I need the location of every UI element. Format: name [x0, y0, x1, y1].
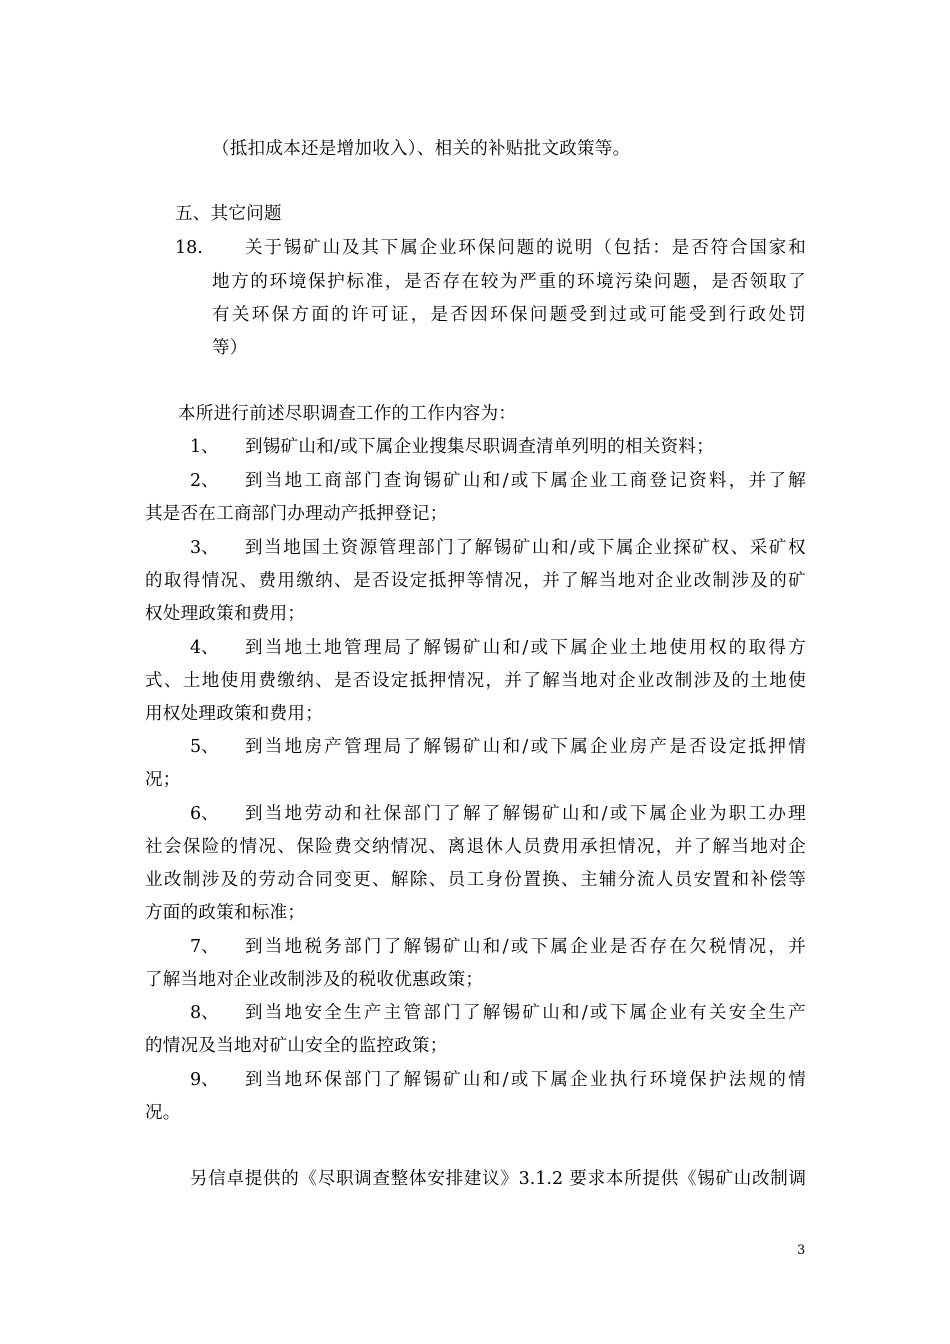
list-item-number: 9、 — [190, 1070, 219, 1090]
list-item-line: 其是否在工商部门办理动产抵押登记； — [145, 504, 448, 524]
list-item-line: 到当地工商部门查询锡矿山和/或下属企业工商登记资料，并了解 — [245, 471, 806, 491]
list-item-number: 7、 — [190, 937, 219, 957]
list-item-number: 2、 — [190, 471, 219, 491]
list-item-line: 到当地土地管理局了解锡矿山和/或下属企业土地使用权的取得方 — [245, 638, 806, 658]
list-item-line: 的取得情况、费用缴纳、是否设定抵押等情况，并了解当地对企业改制涉及的矿 — [145, 571, 806, 591]
page-number: 3 — [797, 1243, 806, 1258]
list-item-number: 4、 — [190, 638, 219, 658]
list-item-number: 3、 — [190, 538, 219, 558]
list-item-line: 到当地国土资源管理部门了解锡矿山和/或下属企业探矿权、采矿权 — [245, 538, 806, 558]
item-text-line: 有关环保方面的许可证，是否因环保问题受到过或可能受到行政处罚 — [212, 305, 806, 325]
list-item-line: 到当地劳动和社保部门了解了解锡矿山和/或下属企业为职工办理 — [245, 804, 806, 824]
list-item-line: 况。 — [145, 1103, 181, 1123]
closing-text: 另信卓提供的《尽职调查整体安排建议》3.1.2 要求本所提供《锡矿山改制调 — [190, 1169, 806, 1189]
list-item-line: 了解当地对企业改制涉及的税收优惠政策； — [145, 970, 484, 990]
list-item-line: 到当地安全生产主管部门了解锡矿山和/或下属企业有关安全生产 — [245, 1003, 806, 1023]
list-item-number: 1、 — [190, 437, 219, 457]
list-item-number: 8、 — [190, 1003, 219, 1023]
list-item-line: 到当地环保部门了解锡矿山和/或下属企业执行环境保护法规的情 — [245, 1070, 806, 1090]
item-text-line: 地方的环境保护标准，是否存在较为严重的环境污染问题，是否领取了 — [212, 272, 806, 292]
list-item-line: 况； — [145, 770, 181, 790]
list-item-line: 权处理政策和费用； — [145, 604, 306, 624]
item-text-line: 关于锡矿山及其下属企业环保问题的说明（包括：是否符合国家和 — [245, 238, 806, 258]
list-item-line: 到当地房产管理局了解锡矿山和/或下属企业房产是否设定抵押情 — [245, 737, 806, 757]
continuation-text: （抵扣成本还是增加收入）、相关的补贴批文政策等。 — [212, 139, 631, 159]
list-item-number: 6、 — [190, 804, 219, 824]
list-item-line: 式、土地使用费缴纳、是否设定抵押情况，并了解当地对企业改制涉及的土地使 — [145, 671, 806, 691]
list-item-line: 方面的政策和标准； — [145, 903, 306, 923]
work-intro: 本所进行前述尽职调查工作的工作内容为： — [178, 404, 517, 424]
item-text-line: 等） — [212, 338, 248, 358]
item-number: 18. — [175, 238, 203, 258]
list-item-line: 业改制涉及的劳动合同变更、解除、员工身份置换、主辅分流人员安置和补偿等 — [145, 870, 806, 890]
list-item-number: 5、 — [190, 737, 219, 757]
list-item-line: 社会保险的情况、保险费交纳情况、离退休人员费用承担情况，并了解当地对企 — [145, 837, 806, 857]
list-item-line: 的情况及当地对矿山安全的监控政策； — [145, 1036, 448, 1056]
list-item-line: 到锡矿山和/或下属企业搜集尽职调查清单列明的相关资料； — [245, 437, 714, 457]
list-item-line: 用权处理政策和费用； — [145, 704, 323, 724]
list-item-line: 到当地税务部门了解锡矿山和/或下属企业是否存在欠税情况，并 — [245, 937, 806, 957]
section-heading: 五、其它问题 — [175, 204, 282, 224]
